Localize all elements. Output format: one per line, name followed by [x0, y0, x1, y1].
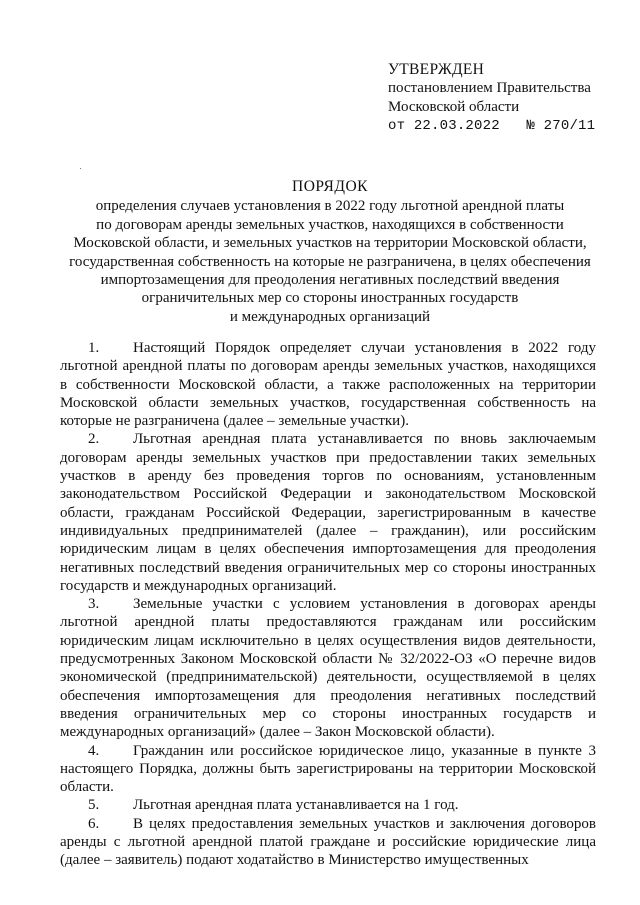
title-line: и международных организаций [229, 308, 431, 325]
approval-date-prefix: от [388, 118, 406, 134]
approval-line-1: постановлением Правительства [388, 80, 591, 96]
title-heading: ПОРЯДОК [292, 178, 368, 195]
paragraph-number: 6. [88, 815, 100, 832]
title-line: импортозамещения для преодоления негативных последствий введения [100, 272, 560, 289]
approval-number: 270/11 [543, 118, 596, 134]
paragraph-5 [60, 796, 596, 814]
paragraph-number: 5. [88, 797, 100, 814]
paragraph-text: Гражданин или российское юридическое лицо, указанные в пункте 3 настоящего Порядка, должны быть зарегистрированы на территории Московской области. [60, 742, 596, 796]
document-body [60, 339, 596, 870]
approval-date: 22.03.2022 [413, 118, 500, 134]
approval-heading: УТВЕРЖДЕН [388, 61, 485, 78]
paragraph-1 [60, 339, 596, 430]
paragraph-6 [60, 815, 596, 870]
paragraph-2 [60, 430, 596, 595]
approval-date-line [388, 117, 595, 136]
paragraph-text: Настоящий Порядок определяет случаи установления в 2022 году льготной арендной платы по договорам аренды земельных участков, находящихся в собственности Московской области, а также расположенных на территории Московской области земельных участков, государственная собственность на которые не разграничена (далее – земельные участки). [60, 340, 596, 430]
paragraph-3 [60, 595, 596, 741]
paragraph-text: В целях предоставления земельных участков и заключения договоров аренды с льготной арендной платой граждане и российские юридические лица (далее – заявитель) подают ходатайство в Министерство имущественных [60, 815, 596, 869]
approval-stamp [388, 60, 595, 136]
paragraph-text: Земельные участки с условием установления в договорах аренды льготной арендной платы предоставляются гражданам или российским юридическим лицам исключительно в целях осуществления видов деятельности, предусмотренных Законом Московской области № 32/2022-ОЗ «О перечне видов экономической (предпринимательской) деятельности, осуществляемой в целях обеспечения импортозамещения для преодоления негативных последствий введения ограничительных мер со стороны иностранных государств и международных организаций» (далее – Закон Московской области). [60, 596, 596, 741]
approval-number-sign: № [526, 118, 536, 134]
paragraph-text: Льготная арендная плата устанавливается по вновь заключаемым договорам аренды земельных участков при предоставлении таких земельных участков в аренду без проведения торгов по основаниям, установленным законодательством Российской Федерации и законодательством Московской области, гражданам Российской Федерации, зарегистрированным в качестве индивидуальных предпринимателей (далее – гражданин), или российским юридическим лицам в целях обеспечения импортозамещения для преодоления негативных последствий введения ограничительных мер со стороны иностранных государств и международных организаций. [60, 431, 596, 594]
paragraph-text: Льготная арендная плата устанавливается на 1 год. [133, 797, 459, 814]
title-line: ограничительных мер со стороны иностранных государств [141, 290, 519, 307]
approval-line-2: Московской области [388, 99, 520, 115]
title-line: определения случаев установления в 2022 году льготной арендной платы [95, 198, 565, 215]
title-line: государственная собственность на которые не разграничена, в целях обеспечения [69, 253, 591, 270]
title-line: по договорам аренды земельных участков, находящихся в собственности [96, 216, 564, 233]
paragraph-number: 4. [88, 742, 100, 759]
paragraph-number: 3. [88, 596, 100, 613]
document-title [60, 178, 600, 326]
title-line: Московской области, и земельных участков на территории Московской области, [73, 235, 587, 252]
paragraph-number: 1. [88, 340, 100, 356]
paragraph-number: 2. [88, 431, 100, 448]
scan-speck [80, 168, 81, 169]
paragraph-4 [60, 742, 596, 797]
